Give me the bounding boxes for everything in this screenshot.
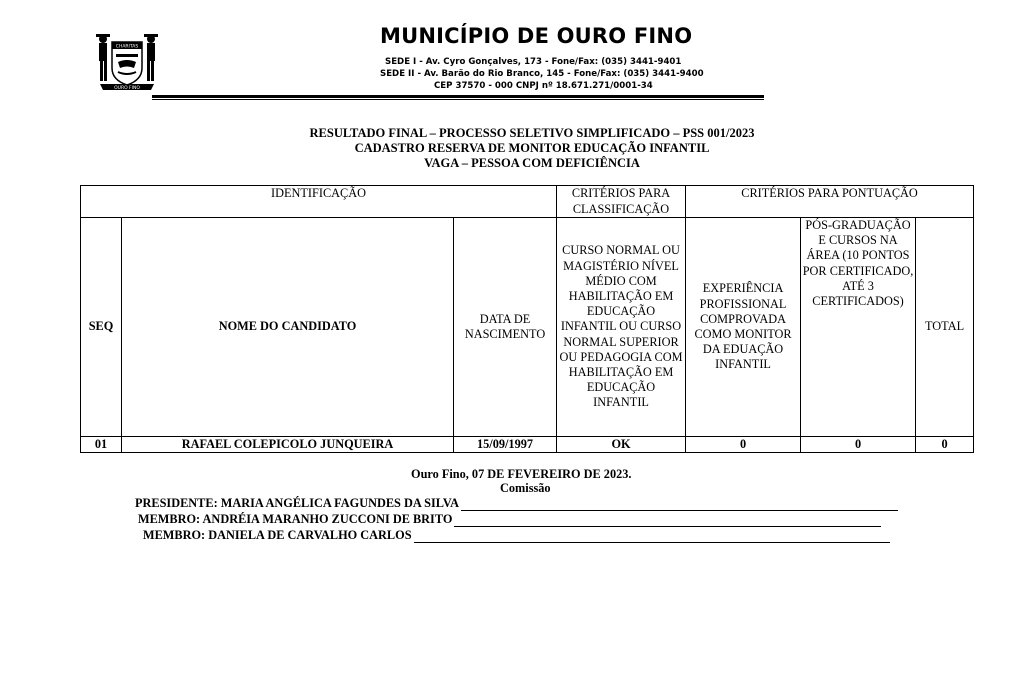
comissao-label: Comissão	[500, 481, 551, 495]
crest-top-text: CHARITAS	[115, 44, 139, 50]
column-header-seq: SEQ	[81, 218, 122, 437]
cell-pos-graduacao: 0	[801, 437, 916, 453]
address-line-3: CEP 37570 - 000 CNPJ nº 18.671.271/0001-34	[434, 81, 653, 91]
table-group-header-row	[81, 186, 974, 218]
address-line-2: SEDE II - Av. Barão do Rio Branco, 145 - Fone/Fax: (035) 3441-9400	[380, 69, 704, 79]
cell-classificacao: OK	[557, 437, 686, 453]
letterhead	[0, 0, 1024, 110]
signature-line-presidente	[135, 496, 898, 511]
municipality-title: MUNICÍPIO DE OURO FINO	[380, 24, 693, 48]
signature-name: PRESIDENTE: MARIA ANGÉLICA FAGUNDES DA SILVA	[135, 496, 460, 510]
group-header-pontuacao: CRITÉRIOS PARA PONTUAÇÃO	[686, 186, 974, 218]
column-header-curso: CURSO NORMAL OU MAGISTÉRIO NÍVEL MÉDIO COM HABILITAÇÃO EM EDUCAÇÃO INFANTIL OU CURSO NORMAL SUPERIOR OU PEDAGOGIA COM HABILITAÇÃO EM EDUCAÇÃO INFANTIL	[557, 218, 686, 437]
table-column-header-row	[81, 218, 974, 437]
cell-seq: 01	[81, 437, 122, 453]
document-title-block	[0, 126, 1024, 171]
cell-experiencia: 0	[686, 437, 801, 453]
results-table	[80, 185, 974, 453]
signature-line-membro-2	[143, 528, 890, 543]
crest-bottom-text: OURO FINO	[114, 86, 140, 91]
signature-rule	[461, 499, 898, 511]
column-header-data-nascimento: DATA DE NASCIMENTO	[454, 218, 557, 437]
header-divider-thin	[152, 99, 764, 100]
table-row	[81, 437, 974, 453]
document-title-line-1: RESULTADO FINAL – PROCESSO SELETIVO SIMPLIFICADO – PSS 001/2023	[309, 126, 755, 140]
date-line: Ouro Fino, 07 DE FEVEREIRO DE 2023.	[411, 467, 632, 481]
address-line-1: SEDE I - Av. Cyro Gonçalves, 173 - Fone/Fax: (035) 3441-9401	[385, 57, 682, 67]
cell-data-nascimento: 15/09/1997	[454, 437, 557, 453]
signature-rule	[414, 531, 890, 543]
municipal-coat-of-arms-icon	[94, 30, 160, 94]
header-divider-thick	[152, 95, 764, 98]
document-title-line-3: VAGA – PESSOA COM DEFICIÊNCIA	[424, 156, 640, 170]
signature-line-membro-1	[138, 512, 881, 527]
column-header-pos-graduacao: PÓS-GRADUAÇÃO E CURSOS NA ÁREA (10 PONTOS POR CERTIFICADO, ATÉ 3 CERTIFICADOS)	[801, 218, 916, 437]
group-header-identificacao: IDENTIFICAÇÃO	[81, 186, 557, 218]
column-header-nome: NOME DO CANDIDATO	[122, 218, 454, 437]
document-title-line-2: CADASTRO RESERVA DE MONITOR EDUCAÇÃO INFANTIL	[354, 141, 710, 155]
signature-name: MEMBRO: ANDRÉIA MARANHO ZUCCONI DE BRITO	[138, 512, 453, 526]
cell-nome: RAFAEL COLEPICOLO JUNQUEIRA	[122, 437, 454, 453]
column-header-experiencia: EXPERIÊNCIA PROFISSIONAL COMPROVADA COMO MONITOR DA EDUAÇÃO INFANTIL	[686, 218, 801, 437]
signature-rule	[454, 515, 881, 527]
cell-total: 0	[916, 437, 974, 453]
signature-name: MEMBRO: DANIELA DE CARVALHO CARLOS	[143, 528, 412, 542]
column-header-total: TOTAL	[916, 218, 974, 437]
group-header-classificacao: CRITÉRIOS PARA CLASSIFICAÇÃO	[557, 186, 686, 218]
